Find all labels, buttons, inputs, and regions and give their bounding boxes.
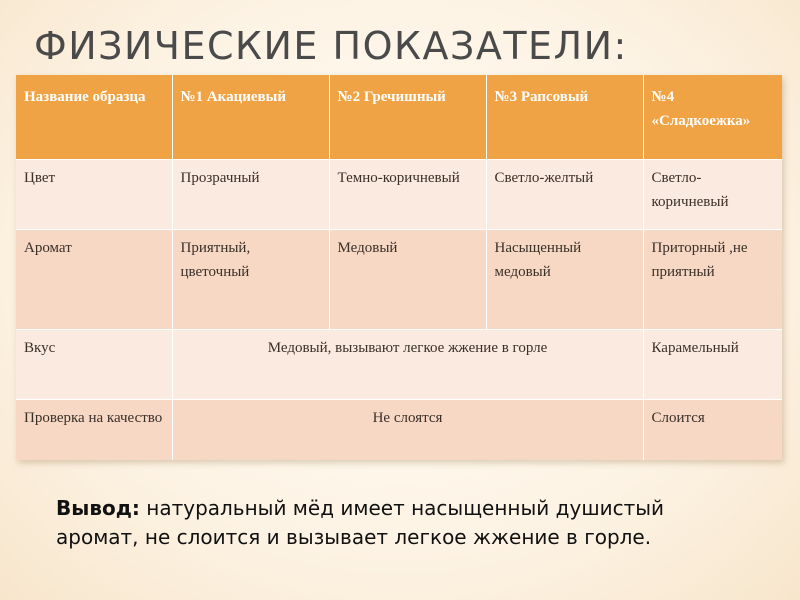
- header-sample-2: №2 Гречишный: [329, 75, 486, 160]
- header-sample-3: №3 Рапсовый: [486, 75, 643, 160]
- cell-color-2: Темно-коричневый: [329, 160, 486, 230]
- row-label-color: Цвет: [16, 160, 172, 230]
- cell-color-4: Светло-коричневый: [643, 160, 782, 230]
- table-row: [16, 230, 782, 330]
- conclusion-text: [56, 494, 696, 552]
- cell-aroma-3: Насыщенный медовый: [486, 230, 643, 330]
- cell-aroma-2: Медовый: [329, 230, 486, 330]
- cell-aroma-1: Приятный, цветочный: [172, 230, 329, 330]
- cell-taste-merged: Медовый, вызывают легкое жжение в горле: [172, 330, 643, 400]
- cell-color-1: Прозрачный: [172, 160, 329, 230]
- cell-quality-merged: Не слоятся: [172, 400, 643, 460]
- table-row: [16, 400, 782, 460]
- physical-indicators-table: [16, 75, 782, 460]
- header-sample-4: №4 «Сладкоежка»: [643, 75, 782, 160]
- conclusion-label: Вывод:: [56, 496, 140, 520]
- slide-title: ФИЗИЧЕСКИЕ ПОКАЗАТЕЛИ:: [34, 24, 628, 68]
- row-label-taste: Вкус: [16, 330, 172, 400]
- table-row: [16, 330, 782, 400]
- table-header-row: [16, 75, 782, 160]
- header-sample-1: №1 Акациевый: [172, 75, 329, 160]
- cell-taste-4: Карамельный: [643, 330, 782, 400]
- cell-aroma-4: Приторный ,не приятный: [643, 230, 782, 330]
- cell-color-3: Светло-желтый: [486, 160, 643, 230]
- cell-quality-4: Слоится: [643, 400, 782, 460]
- row-label-aroma: Аромат: [16, 230, 172, 330]
- conclusion-body: натуральный мёд имеет насыщенный душистый аромат, не слоится и вызывает легкое жжение в горле.: [56, 496, 665, 549]
- table-row: [16, 160, 782, 230]
- row-label-quality: Проверка на качество: [16, 400, 172, 460]
- header-sample-name: Название образца: [16, 75, 172, 160]
